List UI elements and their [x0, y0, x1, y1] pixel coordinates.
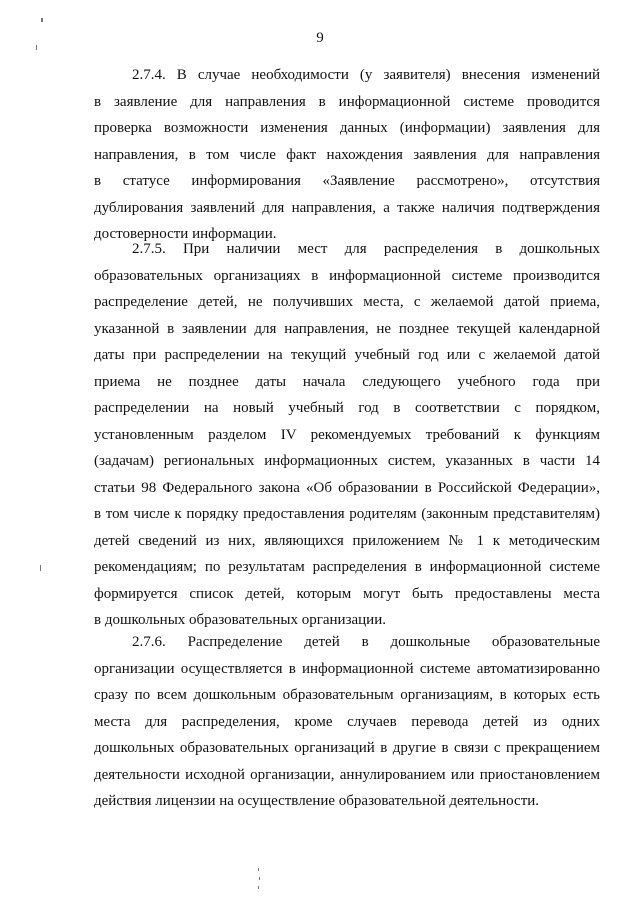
- page-number: 9: [316, 30, 324, 46]
- text-line: статьи 98 Федерального закона «Об образовании в Российской Федерации»,: [94, 479, 600, 496]
- text-line: образовательных организациях в информационной системе производится: [94, 267, 600, 284]
- paragraph-2-7-4: [94, 62, 600, 248]
- text-line: достоверности информации.: [94, 226, 277, 242]
- scan-mark: [36, 45, 37, 50]
- paragraph-2-7-5: [94, 236, 600, 634]
- text-line: рекомендациям; по результатам распределения в информационной системе: [94, 559, 600, 575]
- text-line: распределение детей, не получивших места, с желаемой датой приема,: [94, 294, 600, 310]
- text-line: 2.7.6. Распределение детей в дошкольные образовательные: [132, 634, 600, 650]
- text-line: даты при распределении на текущий учебный год или с желаемой датой: [94, 347, 600, 363]
- text-line: дошкольных образовательных организаций в другие в связи с прекращением: [94, 740, 600, 756]
- scan-mark: [259, 877, 260, 880]
- text-line: 2.7.5. При наличии мест для распределения в дошкольных: [132, 241, 600, 257]
- text-line: детей сведений из них, являющихся приложением № 1 к методическим: [94, 532, 600, 549]
- text-line: в статусе информирования «Заявление рассмотрено», отсутствия: [94, 173, 600, 189]
- text-line: сразу по всем дошкольным образовательным организациям, в которых есть: [94, 687, 600, 703]
- scan-mark: [40, 565, 41, 571]
- text-line: (задачам) региональных информационных систем, указанных в части 14: [94, 453, 600, 469]
- scan-mark: [258, 868, 259, 871]
- text-line: в заявление для направления в информационной системе проводится: [94, 93, 600, 110]
- text-line: указанной в заявлении для направления, не позднее текущей календарной: [94, 320, 600, 337]
- text-line: установленным разделом IV рекомендуемых требований к функциям: [94, 426, 600, 443]
- text-line: распределении на новый учебный год в соответствии с порядком,: [94, 400, 600, 416]
- text-line: 2.7.4. В случае необходимости (у заявителя) внесения изменений: [132, 67, 600, 83]
- text-line: проверка возможности изменения данных (информации) заявления для: [94, 120, 600, 136]
- text-line: приема не позднее даты начала следующего учебного года при: [94, 373, 600, 390]
- text-line: формируется список детей, которым могут быть предоставлены места: [94, 585, 600, 602]
- paragraph-2-7-6: [94, 629, 600, 815]
- text-line: в дошкольных образовательных организации.: [94, 612, 386, 628]
- text-line: дублирования заявлений для направления, а также наличия подтверждения: [94, 199, 600, 216]
- text-line: в том числе к порядку предоставления родителям (законным представителям): [94, 506, 600, 522]
- text-line: действия лицензии на осуществление образовательной деятельности.: [94, 793, 540, 809]
- text-line: места для распределения, кроме случаев перевода детей из одних: [94, 713, 600, 730]
- scan-mark: [258, 886, 259, 889]
- text-line: направления, в том числе факт нахождения заявления для направления: [94, 146, 600, 163]
- scan-mark: [41, 18, 43, 22]
- text-line: деятельности исходной организации, аннулированием или приостановлением: [94, 766, 600, 783]
- text-line: организации осуществляется в информационной системе автоматизированно: [94, 660, 600, 677]
